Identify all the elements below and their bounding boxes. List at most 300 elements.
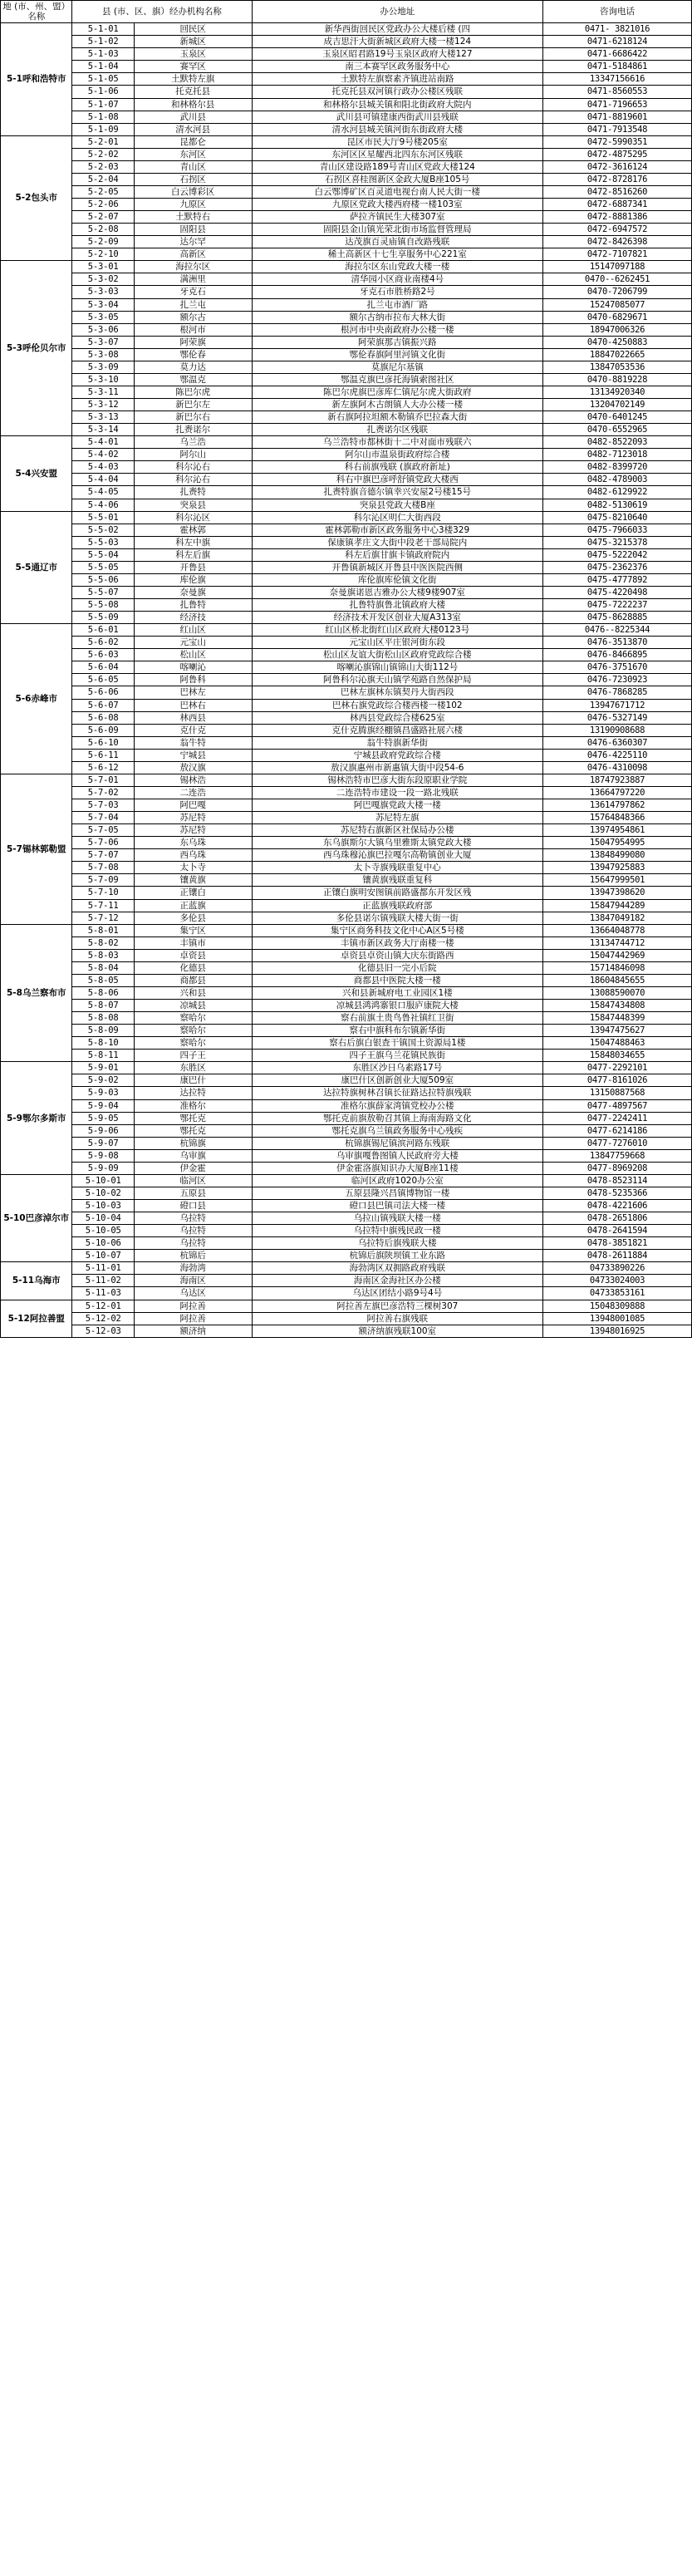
agency-name-cell: 东河区 (134, 148, 252, 160)
contact-phone-cell: 0482-7123018 (543, 449, 692, 461)
contact-phone-cell: 0478-2651806 (543, 1212, 692, 1225)
agency-name-cell: 伊金霍 (134, 1162, 252, 1174)
agency-code-cell: 5-6-07 (72, 699, 134, 711)
agency-code-cell: 5-6-10 (72, 736, 134, 749)
office-address-cell: 多伦县诺尔镇残联大楼大街一街 (252, 912, 543, 924)
agency-name-cell: 察哈尔 (134, 1012, 252, 1025)
table-row (1, 1212, 692, 1225)
agency-code-cell: 5-4-03 (72, 461, 134, 474)
table-row (1, 586, 692, 598)
contact-phone-cell: 0476-5327149 (543, 711, 692, 724)
agency-code-cell: 5-6-04 (72, 661, 134, 674)
contact-phone-cell: 04733024003 (543, 1275, 692, 1287)
contact-phone-cell: 0470--6262451 (543, 273, 692, 286)
agency-name-cell: 昆都仑 (134, 135, 252, 148)
table-row (1, 336, 692, 348)
table-row (1, 373, 692, 386)
contact-phone-cell: 0472-5990351 (543, 135, 692, 148)
agency-name-cell: 陈巴尔虎 (134, 386, 252, 398)
office-address-cell: 鄂托克旗乌兰镇政务服务中心残疾 (252, 1124, 543, 1137)
table-row (1, 1200, 692, 1212)
agency-name-cell: 奈曼旗 (134, 586, 252, 598)
contact-phone-cell: 0476-8466895 (543, 649, 692, 661)
table-row (1, 637, 692, 649)
office-address-cell: 奈曼旗诺恩吉雅办公大楼9楼907室 (252, 586, 543, 598)
agency-name-cell: 科尔沁右 (134, 474, 252, 486)
agency-name-cell: 元宝山 (134, 637, 252, 649)
office-address-cell: 土默特左旗察素齐镇进站南路 (252, 73, 543, 86)
office-address-cell: 科左后旗甘旗卡镇政府院内 (252, 548, 543, 561)
agency-code-cell: 5-3-10 (72, 373, 134, 386)
office-address-cell: 乌兰浩特市都林街十二中对面市残联六 (252, 436, 543, 449)
office-address-cell: 新右旗阿拉坦额木勒镇乔巴拉森大街 (252, 411, 543, 424)
region-cell: 5-4兴安盟 (1, 436, 72, 511)
agency-code-cell: 5-8-11 (72, 1050, 134, 1062)
office-address-cell: 额尔古纳市拉布大林大街 (252, 311, 543, 323)
agency-code-cell: 5-10-07 (72, 1250, 134, 1262)
office-address-cell: 察右前旗土贵鸟鲁社镇红卫街 (252, 1012, 543, 1025)
table-row (1, 236, 692, 248)
agency-name-cell: 霍林郭 (134, 524, 252, 536)
office-address-cell: 牙克石市胜桥路2号 (252, 286, 543, 298)
office-address-cell: 额济纳旗残联100室 (252, 1325, 543, 1337)
office-address-cell: 杭锦旗锡尼镇滨河路东残联 (252, 1137, 543, 1149)
agency-code-cell: 5-3-05 (72, 311, 134, 323)
contact-phone-cell: 0472-8426398 (543, 236, 692, 248)
agency-name-cell: 敖汉旗 (134, 761, 252, 774)
contact-phone-cell: 0471-8819601 (543, 111, 692, 123)
agency-name-cell: 五原县 (134, 1187, 252, 1199)
contact-phone-cell: 0482-6129922 (543, 486, 692, 499)
office-address-cell: 镶黄旗残联重复科 (252, 874, 543, 887)
contact-phone-cell: 18847022665 (543, 348, 692, 361)
contact-phone-cell: 13947925883 (543, 862, 692, 874)
office-address-cell: 清水河县城关镇河街东街政府大楼 (252, 123, 543, 135)
contact-phone-cell: 0476-3751670 (543, 661, 692, 674)
agency-name-cell: 察哈尔 (134, 1037, 252, 1050)
contact-phone-cell: 13190908688 (543, 724, 692, 736)
agency-code-cell: 5-9-09 (72, 1162, 134, 1174)
table-row (1, 1237, 692, 1250)
table-row (1, 461, 692, 474)
office-address-cell: 青山区建设路189号青山区党政大楼124 (252, 160, 543, 173)
table-row (1, 1025, 692, 1037)
contact-phone-cell: 0470-6552965 (543, 424, 692, 436)
agency-name-cell: 松山区 (134, 649, 252, 661)
agency-code-cell: 5-3-06 (72, 323, 134, 336)
agency-name-cell: 兴和县 (134, 986, 252, 999)
office-address-cell: 科尔沁区明仁大街西段 (252, 511, 543, 524)
agency-name-cell: 巴林右 (134, 699, 252, 711)
office-address-cell: 乌达区团结小路9号4号 (252, 1287, 543, 1300)
table-row (1, 573, 692, 586)
agency-code-cell: 5-8-10 (72, 1037, 134, 1050)
table-row (1, 524, 692, 536)
table-row (1, 599, 692, 612)
contact-phone-cell: 13848499080 (543, 849, 692, 862)
agency-name-cell: 正镶白 (134, 887, 252, 899)
agency-name-cell: 海拉尔区 (134, 261, 252, 273)
table-row (1, 1287, 692, 1300)
table-row (1, 749, 692, 761)
agency-code-cell: 5-9-07 (72, 1137, 134, 1149)
agency-code-cell: 5-2-07 (72, 211, 134, 224)
table-row (1, 135, 692, 148)
office-address-cell: 萨拉齐镇民生大楼307室 (252, 211, 543, 224)
agency-name-cell: 商都县 (134, 974, 252, 986)
agency-name-cell: 乌达区 (134, 1287, 252, 1300)
office-address-cell: 松山区友谊大街松山区政府党政综合楼 (252, 649, 543, 661)
office-address-cell: 海南区金海社区办公楼 (252, 1275, 543, 1287)
agency-name-cell: 锡林浩 (134, 774, 252, 786)
agency-name-cell: 和林格尔县 (134, 98, 252, 111)
contact-phone-cell: 0476-4225110 (543, 749, 692, 761)
office-address-cell: 乌拉特后旗残联大楼 (252, 1237, 543, 1250)
agency-code-cell: 5-3-14 (72, 424, 134, 436)
office-address-cell: 陈巴尔虎旗巴彦库仁镇尼尔虎大街政府 (252, 386, 543, 398)
agency-code-cell: 5-6-02 (72, 637, 134, 649)
contact-phone-cell: 0477-8161026 (543, 1074, 692, 1087)
contact-phone-cell: 13614797862 (543, 799, 692, 812)
table-row (1, 1137, 692, 1149)
contact-phone-cell: 0470-4250883 (543, 336, 692, 348)
table-row (1, 724, 692, 736)
contact-phone-cell: 0471-7913548 (543, 123, 692, 135)
table-row (1, 185, 692, 198)
agency-name-cell: 达拉特 (134, 1087, 252, 1099)
agency-code-cell: 5-7-01 (72, 774, 134, 786)
agency-code-cell: 5-1-05 (72, 73, 134, 86)
office-address-cell: 乌审旗嘎鲁图镇人民政府旁大楼 (252, 1149, 543, 1162)
agency-code-cell: 5-5-07 (72, 586, 134, 598)
table-row (1, 1050, 692, 1062)
contact-phone-cell: 0476-3513870 (543, 637, 692, 649)
agency-code-cell: 5-9-04 (72, 1099, 134, 1112)
agency-code-cell: 5-4-04 (72, 474, 134, 486)
header-row (1, 1, 692, 23)
agency-name-cell: 新巴尔右 (134, 411, 252, 424)
contact-phone-cell: 0471-6218124 (543, 36, 692, 48)
contact-phone-cell: 0478-8523114 (543, 1174, 692, 1187)
office-address-cell: 二连浩特市建设一段一路北残联 (252, 786, 543, 799)
table-row (1, 148, 692, 160)
agency-name-cell: 四子王 (134, 1050, 252, 1062)
contact-phone-cell: 0471-8560553 (543, 86, 692, 98)
contact-phone-cell: 15714846098 (543, 961, 692, 974)
contact-phone-cell: 0472-8516260 (543, 185, 692, 198)
office-address-cell: 清华园小区商业南楼4号 (252, 273, 543, 286)
agency-code-cell: 5-1-03 (72, 48, 134, 61)
agency-code-cell: 5-10-02 (72, 1187, 134, 1199)
agency-name-cell: 杭锦旗 (134, 1137, 252, 1149)
contact-phone-cell: 15647999501 (543, 874, 692, 887)
agency-code-cell: 5-4-05 (72, 486, 134, 499)
table-row (1, 286, 692, 298)
contact-phone-cell: 13664797220 (543, 786, 692, 799)
office-address-cell: 凉城县鸿鸿寨银口服庐康院大楼 (252, 1000, 543, 1012)
table-row (1, 474, 692, 486)
contact-phone-cell: 0475-4777892 (543, 573, 692, 586)
table-row (1, 1000, 692, 1012)
office-address-cell: 集宁区商务科技文化中心A区5号楼 (252, 924, 543, 937)
agency-name-cell: 青山区 (134, 160, 252, 173)
agency-code-cell: 5-2-09 (72, 236, 134, 248)
contact-phone-cell: 0472-6887341 (543, 199, 692, 211)
agency-name-cell: 满洲里 (134, 273, 252, 286)
agency-name-cell: 临河区 (134, 1174, 252, 1187)
table-row (1, 411, 692, 424)
agency-name-cell: 集宁区 (134, 924, 252, 937)
agency-name-cell: 阿拉善 (134, 1300, 252, 1312)
agency-name-cell: 经济技 (134, 612, 252, 624)
agency-code-cell: 5-3-08 (72, 348, 134, 361)
table-row (1, 561, 692, 573)
contact-phone-cell: 13204702149 (543, 399, 692, 411)
office-address-cell: 西乌珠穆沁旗巴拉嘎尔高勒镇创业大厦 (252, 849, 543, 862)
agency-name-cell: 库伦旗 (134, 573, 252, 586)
contact-phone-cell: 13088590070 (543, 986, 692, 999)
agency-code-cell: 5-5-02 (72, 524, 134, 536)
contact-phone-cell: 13847759668 (543, 1149, 692, 1162)
office-address-cell: 丰镇市新区政务大厅南楼一楼 (252, 937, 543, 949)
agency-code-cell: 5-3-09 (72, 361, 134, 373)
region-cell: 5-9鄂尔多斯市 (1, 1062, 72, 1175)
agency-name-cell: 牙克石 (134, 286, 252, 298)
agency-code-cell: 5-1-09 (72, 123, 134, 135)
agency-code-cell: 5-12-02 (72, 1312, 134, 1325)
agency-name-cell: 红山区 (134, 624, 252, 637)
table-row (1, 799, 692, 812)
office-address-cell: 察右中旗科布尔镇新华街 (252, 1025, 543, 1037)
agency-code-cell: 5-8-08 (72, 1012, 134, 1025)
contact-phone-cell: 0472-8881386 (543, 211, 692, 224)
contact-phone-cell: 0476-4310098 (543, 761, 692, 774)
table-row (1, 248, 692, 261)
table-row (1, 224, 692, 236)
table-row (1, 812, 692, 824)
agency-code-cell: 5-5-05 (72, 561, 134, 573)
contact-phone-cell: 15047488463 (543, 1037, 692, 1050)
agency-name-cell: 苏尼特 (134, 812, 252, 824)
agency-name-cell: 苏尼特 (134, 824, 252, 837)
table-row (1, 1174, 692, 1187)
column-header-phone: 咨询电话 (543, 1, 692, 23)
agency-code-cell: 5-7-03 (72, 799, 134, 812)
agency-name-cell: 西乌珠 (134, 849, 252, 862)
agency-code-cell: 5-3-07 (72, 336, 134, 348)
agency-name-cell: 察哈尔 (134, 1025, 252, 1037)
table-row (1, 736, 692, 749)
office-address-cell: 临河区政府1020办公室 (252, 1174, 543, 1187)
agency-code-cell: 5-3-12 (72, 399, 134, 411)
agency-code-cell: 5-4-01 (72, 436, 134, 449)
table-row (1, 548, 692, 561)
agency-code-cell: 5-3-03 (72, 286, 134, 298)
table-row (1, 486, 692, 499)
table-row (1, 386, 692, 398)
table-row (1, 449, 692, 461)
table-row (1, 837, 692, 849)
agency-name-cell: 托克托县 (134, 86, 252, 98)
agency-code-cell: 5-2-01 (72, 135, 134, 148)
office-address-cell: 苏尼特右旗新区社保局办公楼 (252, 824, 543, 837)
agency-name-cell: 开鲁县 (134, 561, 252, 573)
agency-code-cell: 5-8-05 (72, 974, 134, 986)
contact-phone-cell: 0472-3616124 (543, 160, 692, 173)
table-row (1, 974, 692, 986)
contact-phone-cell: 04733853161 (543, 1287, 692, 1300)
table-row (1, 536, 692, 548)
office-address-cell: 武川县可镇建康西街武川县残联 (252, 111, 543, 123)
table-row (1, 1124, 692, 1137)
table-row (1, 111, 692, 123)
agency-code-cell: 5-12-03 (72, 1325, 134, 1337)
agency-code-cell: 5-5-09 (72, 612, 134, 624)
office-address-cell: 扎兰屯市酒厂路 (252, 298, 543, 311)
agency-code-cell: 5-2-10 (72, 248, 134, 261)
office-address-cell: 巴林左旗林东镇契丹大街西段 (252, 686, 543, 699)
agency-code-cell: 5-9-05 (72, 1112, 134, 1124)
office-address-cell: 敖汉旗惠州市新惠镇大街中段54-6 (252, 761, 543, 774)
agency-code-cell: 5-6-12 (72, 761, 134, 774)
contact-phone-cell: 0472-6947572 (543, 224, 692, 236)
table-row (1, 511, 692, 524)
office-address-cell: 乌拉山镇残联大楼一楼 (252, 1212, 543, 1225)
table-row (1, 686, 692, 699)
table-row (1, 311, 692, 323)
office-address-cell: 海勃湾区双拥路政府残联 (252, 1262, 543, 1275)
agency-name-cell: 阿尔山 (134, 449, 252, 461)
contact-phone-cell: 0470-8819228 (543, 373, 692, 386)
contact-phone-cell: 0477-4897567 (543, 1099, 692, 1112)
agency-code-cell: 5-6-06 (72, 686, 134, 699)
contact-phone-cell: 04733890226 (543, 1262, 692, 1275)
office-address-cell: 库伦旗库伦镇文化街 (252, 573, 543, 586)
contact-phone-cell: 0482-8522093 (543, 436, 692, 449)
office-address-cell: 昆区市民大厅9号楼205室 (252, 135, 543, 148)
region-cell: 5-10巴彦淖尔市 (1, 1174, 72, 1261)
agency-code-cell: 5-4-02 (72, 449, 134, 461)
table-row (1, 774, 692, 786)
agency-code-cell: 5-6-09 (72, 724, 134, 736)
agency-name-cell: 土默特右 (134, 211, 252, 224)
contact-phone-cell: 15047954995 (543, 837, 692, 849)
table-row (1, 499, 692, 511)
table-row (1, 949, 692, 961)
agency-code-cell: 5-8-02 (72, 937, 134, 949)
table-row (1, 1275, 692, 1287)
table-row (1, 173, 692, 185)
agency-name-cell: 海勃湾 (134, 1262, 252, 1275)
contact-phone-cell: 13948016925 (543, 1325, 692, 1337)
office-address-cell: 化德县旧一完小后院 (252, 961, 543, 974)
office-address-cell: 康巴什区创新创业大厦509室 (252, 1074, 543, 1087)
agency-name-cell: 海南区 (134, 1275, 252, 1287)
table-row (1, 123, 692, 135)
office-address-cell: 扎赉诺尔区残联 (252, 424, 543, 436)
agency-name-cell: 宁城县 (134, 749, 252, 761)
agency-name-cell: 科左后旗 (134, 548, 252, 561)
agency-code-cell: 5-3-02 (72, 273, 134, 286)
region-cell: 5-7锡林郭勒盟 (1, 774, 72, 924)
agency-name-cell: 九原区 (134, 199, 252, 211)
contact-phone-cell: 0477-2292101 (543, 1062, 692, 1074)
contact-phone-cell: 15048309888 (543, 1300, 692, 1312)
agency-name-cell: 土默特左旗 (134, 73, 252, 86)
table-row (1, 211, 692, 224)
contact-phone-cell: 0470-6401245 (543, 411, 692, 424)
contact-phone-cell: 0475-7222237 (543, 599, 692, 612)
contact-phone-cell: 0475-8628885 (543, 612, 692, 624)
agency-code-cell: 5-6-11 (72, 749, 134, 761)
office-address-cell: 达茂旗百灵庙镇自改路残联 (252, 236, 543, 248)
agency-name-cell: 额尔古 (134, 311, 252, 323)
agency-name-cell: 石拐区 (134, 173, 252, 185)
office-address-cell: 察右后旗白银查干镇国土资源局1楼 (252, 1037, 543, 1050)
office-address-cell: 扎鲁特旗鲁北镇政府大楼 (252, 599, 543, 612)
agency-name-cell: 鄂托克 (134, 1112, 252, 1124)
office-address-cell: 五原县隆兴昌镇博物馆一楼 (252, 1187, 543, 1199)
table-row (1, 887, 692, 899)
contact-phone-cell: 0482-4789003 (543, 474, 692, 486)
office-address-cell: 阿巴嘎旗党政大楼一楼 (252, 799, 543, 812)
table-row (1, 273, 692, 286)
agency-name-cell: 鄂温克 (134, 373, 252, 386)
agency-name-cell: 阿鲁科 (134, 674, 252, 686)
agency-code-cell: 5-5-06 (72, 573, 134, 586)
agency-name-cell: 乌拉特 (134, 1225, 252, 1237)
agency-name-cell: 磴口县 (134, 1200, 252, 1212)
agency-name-cell: 卓资县 (134, 949, 252, 961)
table-row (1, 824, 692, 837)
agency-name-cell: 阿巴嘎 (134, 799, 252, 812)
agency-code-cell: 5-9-03 (72, 1087, 134, 1099)
agency-code-cell: 5-5-04 (72, 548, 134, 561)
office-address-cell: 克什克腾旗经棚镇昌盛路社展六楼 (252, 724, 543, 736)
agency-name-cell: 翁牛特 (134, 736, 252, 749)
contact-phone-cell: 0471-5184861 (543, 61, 692, 73)
office-address-cell: 新华西街回民区党政办公大楼后楼 (四 (252, 23, 543, 36)
contact-phone-cell: 0475-8210640 (543, 511, 692, 524)
agency-name-cell: 回民区 (134, 23, 252, 36)
agency-name-cell: 扎赉特 (134, 486, 252, 499)
agency-name-cell: 正蓝旗 (134, 899, 252, 912)
agency-code-cell: 5-2-04 (72, 173, 134, 185)
table-row (1, 849, 692, 862)
table-row (1, 1162, 692, 1174)
table-row (1, 48, 692, 61)
agency-code-cell: 5-6-08 (72, 711, 134, 724)
contact-phone-cell: 0477-7276010 (543, 1137, 692, 1149)
region-cell: 5-12阿拉善盟 (1, 1300, 72, 1337)
agency-code-cell: 5-7-08 (72, 862, 134, 874)
contact-phone-cell: 13347156616 (543, 73, 692, 86)
office-address-cell: 巴林右旗党政综合楼西楼一楼102 (252, 699, 543, 711)
agency-code-cell: 5-8-07 (72, 1000, 134, 1012)
agency-code-cell: 5-2-05 (72, 185, 134, 198)
agency-name-cell: 丰镇市 (134, 937, 252, 949)
table-row (1, 323, 692, 336)
contact-phone-cell: 0478-5235366 (543, 1187, 692, 1199)
contact-phone-cell: 15047442969 (543, 949, 692, 961)
contact-phone-cell: 0477-2242411 (543, 1112, 692, 1124)
office-address-cell: 宁城县政府党政综合楼 (252, 749, 543, 761)
agency-code-cell: 5-5-08 (72, 599, 134, 612)
agency-code-cell: 5-5-01 (72, 511, 134, 524)
table-row (1, 899, 692, 912)
office-address-cell: 霍林郭勒市新区政务服务中心3楼329 (252, 524, 543, 536)
agency-name-cell: 克什克 (134, 724, 252, 736)
